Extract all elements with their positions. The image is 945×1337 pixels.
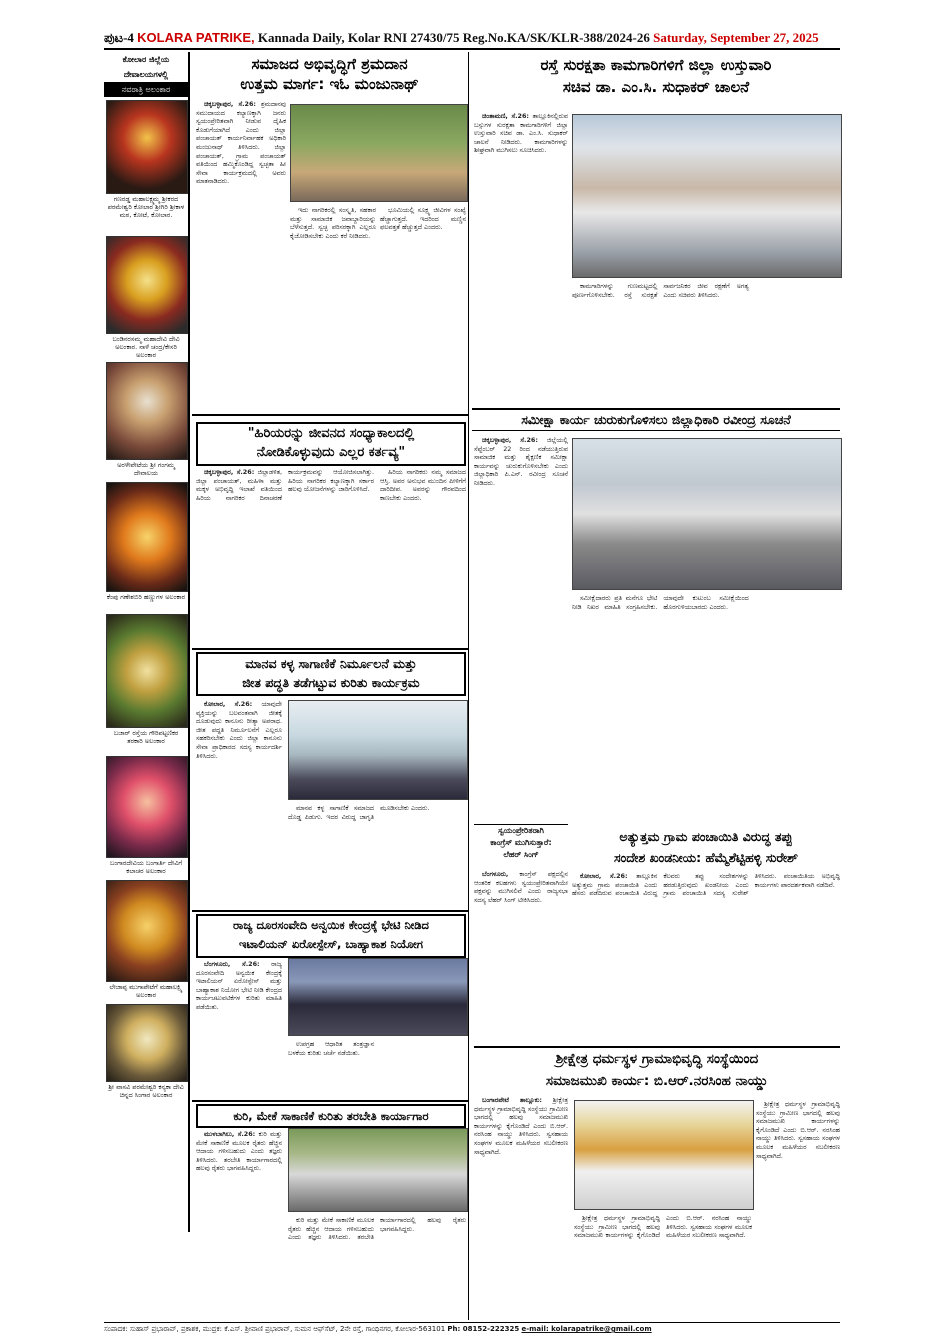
kicker-line: ಲೆಹರ್ ಸಿಂಗ್	[503, 850, 539, 859]
deity-photo	[106, 756, 188, 858]
article-column	[288, 1040, 466, 1100]
section-divider	[192, 648, 468, 650]
article-text: ರಾಜ್ಯ ದೂರಸಂವೇದಿ ಅನ್ವಯಿಕ ಕೇಂದ್ರಕ್ಕೆ ಇಟಾಲಿಯನ್ ಏರೋಸ್ಪೇಸ್ ಮತ್ತು ಬಾಹ್ಯಾಕಾಶ ನಿಯೋಗ ಭೇಟಿ ನೀಡಿ ಕೇಂದ್ರದ ಕಾರ್ಯಚಟುವಟಿಕೆಗಳ ಕುರಿತು ಮಾಹಿತಿ ಪಡೆಯಿತು.	[196, 960, 282, 1011]
article-column	[474, 1096, 568, 1318]
deity-photo	[106, 880, 188, 982]
article-text: ಜಿಲ್ಲಾಡಳಿತ, ಜಿಲ್ಲಾ ಪಂಚಾಯತ್, ಮಹಿಳಾ ಮತ್ತು ಮಕ್ಕಳ ಅಭಿವೃದ್ಧಿ ಇಲಾಖೆ ವತಿಯಿಂದ ಹಿರಿಯ ನಾಗರಿಕರ ದಿನಾಚರಣೆ ಕಾರ್ಯಕ್ರಮವನ್ನು ಆಯೋಜಿಸಲಾಗಿತ್ತು. ಹಿರಿಯ ನಾಗರಿಕರ ಕಲ್ಯಾಣಕ್ಕಾಗಿ ಸರ್ಕಾರ ಹಲವು ಯೋಜನೆಗಳನ್ನು ಜಾರಿಗೊಳಿಸಿದೆ.	[196, 468, 374, 502]
article-text: ಇದು ನಾಗರಿಕರಲ್ಲಿ ಸಂಸ್ಕೃತಿ, ಸಹಕಾರ ಮತ್ತು ಸಾಮಾಜಿಕ ಜವಾಬ್ದಾರಿಯನ್ನು ಬೆಳೆಸುತ್ತದೆ. ಸ್ವಚ್ಛ ಪರಿಸರಕ್ಕಾಗಿ ಎಲ್ಲರೂ ಕೈಜೋಡಿಸಬೇಕು ಎಂದು ಕರೆ ನೀಡಿದರು.	[290, 206, 376, 240]
article-column	[474, 436, 568, 820]
article-text: ಶ್ರೀಕ್ಷೇತ್ರ ಧರ್ಮಸ್ಥಳ ಗ್ರಾಮಾಭಿವೃದ್ಧಿ ಸಂಸ್ಥೆಯು ಗ್ರಾಮೀಣ ಭಾಗದಲ್ಲಿ ಹಲವು ಸಮಾಜಮುಖಿ ಕಾರ್ಯಗಳನ್ನು ಕೈಗೊಂಡಿದೆ ಎಂದು ಬಿ.ಆರ್. ನರಸಿಂಹ ನಾಯ್ಡು ತಿಳಿಸಿದರು. ಸ್ವಸಹಾಯ ಸಂಘಗಳ ಮೂಲಕ ಮಹಿಳೆಯರ ಸಬಲೀಕರಣ ಸಾಧ್ಯವಾಗಿದೆ.	[474, 1096, 568, 1156]
newspaper-title: KOLARA PATRIKE,	[137, 30, 255, 45]
dateline: ಬೆಂಗಳೂರು, ಸೆ.26:	[204, 960, 260, 968]
article-column	[572, 594, 840, 820]
article-text: ಜಿಲ್ಲೆಯಲ್ಲಿ ಸೆಪ್ಟೆಂಬರ್ 22 ರಿಂದ ನಡೆಯುತ್ತಿರುವ ಸಾಮಾಜಿಕ ಮತ್ತು ಶೈಕ್ಷಣಿಕ ಸಮೀಕ್ಷಾ ಕಾರ್ಯವನ್ನು ಚುರುಕುಗೊಳಿಸಬೇಕು ಎಂದು ಜಿಲ್ಲಾಧಿಕಾರಿ ಪಿ.ಎನ್. ರವೀಂದ್ರ ಸೂಚನೆ ನೀಡಿದರು.	[474, 436, 568, 487]
article-column	[196, 700, 282, 908]
article-column	[288, 1216, 466, 1318]
section-divider	[192, 910, 468, 912]
kicker-line: ಕಾಂಗ್ರೆಸ್ ಮುಗಿಸುತ್ತಾರೆ:	[490, 838, 552, 847]
headline-line: ಜೀತ ಪದ್ಧತಿ ತಡೆಗಟ್ಟುವ ಕುರಿತು ಕಾರ್ಯಕ್ರಮ	[242, 675, 420, 690]
headline-road-safety	[472, 54, 840, 98]
news-photo	[288, 700, 468, 800]
deity-caption: ಬಜಾರ್ ರಸ್ತೆಯ ಗೌರಿಪಟ್ಟಣಿಕರ ತರಕಾರಿ ಅಲಂಕಾರ	[113, 729, 179, 745]
news-photo	[288, 958, 468, 1036]
article-text: ತಾಲ್ಲೂಕಿನ ಅತ್ಯುತ್ತಮ ಗ್ರಾಮ ಪಂಚಾಯಿತಿ ಎಂದು ಹೆಸರು ಪಡೆದಿರುವ ಪಂಚಾಯಿತಿ ವಿರುದ್ಧ ಕೆಲವರು ತಪ್ಪು ಸಂದೇಶಗಳನ್ನು ಹರಡುತ್ತಿರುವುದು ಖಂಡನೀಯ ಎಂದು ಗ್ರಾಮ ಪಂಚಾಯಿತಿ ಸದಸ್ಯ ಸುರೇಶ್ ತಿಳಿಸಿದರು. ಪಂಚಾಯಿತಿಯ ಅಭಿವೃದ್ಧಿ ಕಾರ್ಯಗಳು ಪಾರದರ್ಶಕವಾಗಿ ನಡೆದಿವೆ.	[572, 872, 840, 898]
newspaper-info: Kannada Daily, Kolar RNI 27430/75 Reg.No.KA/SK/KLR-388/2024-26	[257, 30, 650, 45]
news-photo	[572, 114, 842, 278]
kicker-line: ಸ್ವಯಂಪ್ರೇರಿತರಾಗಿ	[498, 826, 544, 835]
deity-caption: ಬಂಡಿನರಸಮ್ಮ ಮಹಾದೇವಿ ದೇವಿ ಅಲಂಕಾರ. ನಾಳೆ ಚಂದ್ರ/ಕೇಸರಿ ಅಲಂಕಾರ	[112, 335, 180, 359]
dateline: ಮುಳಬಾಗಿಲು, ಸೆ.26:	[204, 1130, 256, 1138]
footer	[104, 1322, 840, 1335]
deity-photo	[106, 236, 188, 334]
dateline: ಚಿಕ್ಕಬಳ್ಳಾಪುರ, ಸೆ.26:	[204, 100, 256, 108]
headline-line: ಇಟಾಲಿಯನ್ ಏರೋಸ್ಪೇಸ್, ಬಾಹ್ಯಾಕಾಶ ನಿಯೋಗ	[239, 937, 423, 951]
sidebar-heading-2: ದೇವಾಲಯಗಳಲ್ಲಿ	[104, 67, 188, 82]
article-text: ಶ್ರೀಕ್ಷೇತ್ರ ಧರ್ಮಸ್ಥಳ ಗ್ರಾಮಾಭಿವೃದ್ಧಿ ಸಂಸ್ಥೆಯು ಗ್ರಾಮೀಣ ಭಾಗದಲ್ಲಿ ಹಲವು ಸಮಾಜಮುಖಿ ಕಾರ್ಯಗಳನ್ನು ಕೈಗೊಂಡಿದೆ ಎಂದು ಬಿ.ಆರ್. ನರಸಿಂಹ ನಾಯ್ಡು ತಿಳಿಸಿದರು. ಸ್ವಸಹಾಯ ಸಂಘಗಳ ಮೂಲಕ ಮಹಿಳೆಯರ ಸಬಲೀಕರಣ ಸಾಧ್ಯವಾಗಿದೆ.	[756, 1100, 840, 1160]
section-divider	[192, 1100, 468, 1102]
article-column	[288, 804, 466, 908]
headline-line: ನೋಡಿಕೊಳ್ಳುವುದು ಎಲ್ಲರ ಕರ್ತವ್ಯ"	[256, 445, 406, 460]
dateline: ಬಂಗಾರಪೇಟೆ ತಾಲ್ಲೂಕು:	[482, 1096, 542, 1104]
news-photo	[288, 1128, 468, 1212]
deity-caption: ಅರಳೇಪೇಟೆಯ ಶ್ರೀ ಗಂಗಮ್ಮ ದೇವಾಲಯ	[117, 461, 175, 477]
article-text: ಕುರಿ ಮತ್ತು ಮೇಕೆ ಸಾಕಾಣಿಕೆ ಮೂಲಕ ರೈತರು ಹೆಚ್ಚಿನ ಆದಾಯ ಗಳಿಸಬಹುದು ಎಂದು ತಜ್ಞರು ತಿಳಿಸಿದರು. ತರಬೇತಿ ಕಾರ್ಯಾಗಾರದಲ್ಲಿ ಹಲವು ರೈತರು ಭಾಗವಹಿಸಿದ್ದರು.	[288, 1216, 466, 1242]
article-text: ಶ್ರಮದಾನವು ಸಮುದಾಯದ ಕಲ್ಯಾಣಕ್ಕಾಗಿ ಜನರು ಸ್ವಯಂಪ್ರೇರಿತವಾಗಿ ನೀಡುವ ದೈಹಿಕ ಕೊಡುಗೆಯಾಗಿದೆ ಎಂದು ಜಿಲ್ಲಾ ಪಂಚಾಯತ್ ಕಾರ್ಯನಿರ್ವಾಹಕ ಅಧಿಕಾರಿ ಮಂಜುನಾಥ್ ತಿಳಿಸಿದರು. ಜಿಲ್ಲಾ ಪಂಚಾಯತ್, ಗ್ರಾಮ ಪಂಚಾಯತ್ ವತಿಯಿಂದ ಹಮ್ಮಿಕೊಂಡಿದ್ದ ಸ್ವಚ್ಛತಾ ಹೀ ಸೇವಾ ಕಾರ್ಯಕ್ರಮದಲ್ಲಿ ಅವರು ಮಾತನಾಡಿದರು.	[196, 100, 286, 186]
deity-photo	[106, 362, 188, 460]
article-text: ಮಾನವ ಕಳ್ಳ ಸಾಗಾಣಿಕೆ ಸಮಾಜದ ದೊಡ್ಡ ಪಿಡುಗು. ಇದರ ವಿರುದ್ಧ ಜಾಗೃತಿ ಮೂಡಿಸಬೇಕು ಎಂದರು.	[288, 804, 430, 821]
headline-panchayat	[572, 826, 840, 868]
article-text: ಯಾವುದೇ ವ್ಯಕ್ತಿಯನ್ನು ಬಲವಂತವಾಗಿ ಜೀತಕ್ಕೆ ದೂಡುವುದು ಕಾನೂನು ರೀತ್ಯಾ ಅಪರಾಧ. ಜೀತ ಪದ್ಧತಿ ನಿರ್ಮೂಲನೆಗೆ ಎಲ್ಲರೂ ಸಹಕರಿಸಬೇಕು ಎಂದು ಜಿಲ್ಲಾ ಕಾನೂನು ಸೇವಾ ಪ್ರಾಧಿಕಾರದ ಸದಸ್ಯ ಕಾರ್ಯದರ್ಶಿ ತಿಳಿಸಿದರು.	[196, 700, 282, 760]
headline-elderly-care	[196, 422, 466, 466]
headline-line: ಅತ್ಯುತ್ತಮ ಗ್ರಾಮ ಪಂಚಾಯಿತಿ ವಿರುದ್ಧ ತಪ್ಪು	[619, 829, 793, 844]
article-column	[380, 206, 466, 396]
headline-sheep-training: ಕುರಿ, ಮೇಕೆ ಸಾಕಾಣಿಕೆ ಕುರಿತು ತರಬೇತಿ ಕಾರ್ಯಾಗಾರ	[196, 1104, 466, 1128]
headline-line: ಸಮಾಜದ ಅಭಿವೃದ್ಧಿಗೆ ಶ್ರಮದಾನ	[251, 55, 408, 73]
article-text: ಭೂಮಿಯಲ್ಲಿ ಸೂಕ್ಷ್ಮ ಜೀವಿಗಳ ಸಂಖ್ಯೆ ಹೆಚ್ಚಾಗುತ್ತದೆ. ಇದರಿಂದ ಮಣ್ಣಿನ ಫಲವತ್ತತೆ ಹೆಚ್ಚುತ್ತದೆ ಎಂದರು.	[380, 206, 466, 232]
article-text: ಉಪಗ್ರಹ ಆಧಾರಿತ ತಂತ್ರಜ್ಞಾನ ಬಳಕೆಯ ಕುರಿತು ಚರ್ಚೆ ನಡೆಯಿತು.	[288, 1040, 374, 1057]
headline-line: ಮಾನವ ಕಳ್ಳ ಸಾಗಾಣಿಕೆ ನಿರ್ಮೂಲನೆ ಮತ್ತು	[245, 656, 417, 671]
kicker-box	[474, 824, 568, 869]
deity-caption: ಲೇಜಾಪ್ಪ ಮುಗಾಪೇಟೆಗೆ ಮಹಾಲಕ್ಷ್ಮಿ ಅಲಂಕಾರ	[109, 983, 183, 999]
article-column	[756, 1100, 840, 1318]
article-column	[572, 282, 840, 404]
article-column	[290, 206, 376, 396]
deity-photo	[106, 100, 188, 194]
article-column	[196, 960, 282, 1100]
sidebar	[104, 52, 190, 1232]
headline-trafficking	[196, 652, 466, 696]
headline-line: ಸಂದೇಶ ಖಂಡನೀಯ: ಹೆಮ್ಮೆಶೆಟ್ಟಿಹಳ್ಳಿ ಸುರೇಶ್	[614, 850, 798, 865]
dateline: ಬೆಂಗಳೂರು,	[482, 870, 509, 878]
headline-line: ರಾಜ್ಯ ದೂರಸಂವೇದಿ ಅನ್ವಯಿಕ ಕೇಂದ್ರಕ್ಕೆ ಭೇಟಿ ನೀಡಿದ	[233, 918, 429, 932]
deity-caption: ಗಣರಡ್ಡ ಮಹಾಲಕ್ಷ್ಮಮ್ಮ ಶ್ರೀಕರದ ಪರಮೇಶ್ವರಿ ಕೋಲಾರ ಶ್ರೀಗಿರಿ ಶ್ರೀಕಾಳ ಮಠ, ಕೋಟೆ, ಕೋಲಾರ.	[107, 195, 185, 219]
headline-line: ಶ್ರೀಕ್ಷೇತ್ರ ಧರ್ಮಸ್ಥಳ ಗ್ರಾಮಾಭಿವೃದ್ಧಿ ಸಂಸ್ಥೆಯಿಂದ	[555, 1051, 759, 1067]
article-text: ಸಮೀಕ್ಷೆದಾರರು ಪ್ರತಿ ಮನೆಗೂ ಭೇಟಿ ನೀಡಿ ನಿಖರ ಮಾಹಿತಿ ಸಂಗ್ರಹಿಸಬೇಕು. ಯಾವುದೇ ಕುಟುಂಬ ಸಮೀಕ್ಷೆಯಿಂದ ಹೊರಗುಳಿಯಬಾರದು ಎಂದರು.	[572, 594, 749, 611]
article-column	[196, 1130, 282, 1318]
dateline: ಚಿಕ್ಕಬಳ್ಳಾಪುರ, ಸೆ.26:	[482, 436, 538, 444]
article-column	[572, 872, 840, 1040]
headline-line: ರಸ್ತೆ ಸುರಕ್ಷತಾ ಕಾಮಗಾರಿಗಳಿಗೆ ಜಿಲ್ಲಾ ಉಸ್ತುವಾರಿ	[540, 56, 772, 74]
sidebar-heading-1: ಕೋಲಾರ ಜಿಲ್ಲೆಯ	[104, 52, 188, 67]
headline-line: ಉತ್ತಮ ಮಾರ್ಗ: ಇಓ ಮಂಜುನಾಥ್	[240, 75, 419, 93]
dateline: ಚಿಂತಾಮಣಿ, ಸೆ.26:	[482, 112, 529, 120]
article-column	[196, 468, 466, 646]
article-column	[474, 112, 568, 404]
phone-number: Ph: 08152-222325	[447, 1325, 520, 1333]
headline-line: ಸಮಾಜಮುಖಿ ಕಾರ್ಯ: ಬಿ.ಆರ್.ನರಸಿಂಹ ನಾಯ್ಡು	[545, 1073, 769, 1089]
issue-date: Saturday, September 27, 2025	[653, 30, 819, 45]
headline-dharmasthala	[474, 1046, 840, 1092]
deity-caption: ಬಂಗಾರದೇವಿಯ ಬಂಗಾರ್ತಿ ದೇವಿಗೆ ಕಲಾಚರ ಅಲಂಕಾರ	[109, 859, 183, 875]
deity-photo	[106, 1004, 188, 1082]
deity-photo	[106, 614, 188, 728]
article-text: ಕಾಂಗ್ರೆಸ್ ಪಕ್ಷದಲ್ಲಿನ ಆಂತರಿಕ ಕಲಹಗಳು ಸ್ವಯಂಪ್ರೇರಿತವಾಗಿಯೇ ಪಕ್ಷವನ್ನು ಮುಗಿಸಲಿವೆ ಎಂದು ರಾಜ್ಯಸಭಾ ಸದಸ್ಯ ಲೆಹರ್ ಸಿಂಗ್ ಟೀಕಿಸಿದರು.	[474, 870, 568, 904]
headline-line: ಸಚಿವ ಡಾ. ಎಂ.ಸಿ. ಸುಧಾಕರ್ ಚಾಲನೆ	[562, 78, 750, 96]
deity-caption: ಕೆಂಪು ಗಣೇಶಬಿರಿ ಹಣ್ಣುಗಳ ಅಲಂಕಾರ	[106, 593, 186, 601]
article-text: ಕುರಿ ಮತ್ತು ಮೇಕೆ ಸಾಕಾಣಿಕೆ ಮೂಲಕ ರೈತರು ಹೆಚ್ಚಿನ ಆದಾಯ ಗಳಿಸಬಹುದು ಎಂದು ತಜ್ಞರು ತಿಳಿಸಿದರು. ತರಬೇತಿ ಕಾರ್ಯಾಗಾರದಲ್ಲಿ ಹಲವು ರೈತರು ಭಾಗವಹಿಸಿದ್ದರು.	[196, 1130, 282, 1173]
masthead	[104, 28, 840, 50]
article-column	[474, 870, 568, 1042]
section-divider	[192, 414, 468, 416]
article-text: ಹಿರಿಯ ನಾಗರಿಕರು ನಮ್ಮ ಸಮಾಜದ ಆಸ್ತಿ. ಅವರ ಅನುಭವ ಮುಂದಿನ ಪೀಳಿಗೆಗೆ ದಾರಿದೀಪ. ಅವರನ್ನು ಗೌರವದಿಂದ ಕಾಣಬೇಕು ಎಂದರು.	[380, 468, 466, 502]
article-text: ಕಾಮಗಾರಿಗಳನ್ನು ಗುಣಮಟ್ಟದಲ್ಲಿ ಪೂರ್ಣಗೊಳಿಸಬೇಕು. ರಸ್ತೆ ಸುರಕ್ಷತೆ ಸಾರ್ವಜನಿಕರ ಜೀವ ರಕ್ಷಣೆಗೆ ಅಗತ್ಯ ಎಂದು ಸಚಿವರು ತಿಳಿಸಿದರು.	[572, 282, 749, 299]
article-text: ಶ್ರೀಕ್ಷೇತ್ರ ಧರ್ಮಸ್ಥಳ ಗ್ರಾಮಾಭಿವೃದ್ಧಿ ಸಂಸ್ಥೆಯು ಗ್ರಾಮೀಣ ಭಾಗದಲ್ಲಿ ಹಲವು ಸಮಾಜಮುಖಿ ಕಾರ್ಯಗಳನ್ನು ಕೈಗೊಂಡಿದೆ ಎಂದು ಬಿ.ಆರ್. ನರಸಿಂಹ ನಾಯ್ಡು ತಿಳಿಸಿದರು. ಸ್ವಸಹಾಯ ಸಂಘಗಳ ಮೂಲಕ ಮಹಿಳೆಯರ ಸಬಲೀಕರಣ ಸಾಧ್ಯವಾಗಿದೆ.	[574, 1214, 752, 1240]
headline-line: "ಹಿರಿಯರನ್ನು ಜೀವನದ ಸಂಧ್ಯಾಕಾಲದಲ್ಲಿ	[247, 426, 415, 441]
headline-space-delegation	[196, 914, 466, 958]
news-photo	[572, 438, 842, 590]
page-number: ಪುಟ-4	[104, 30, 134, 45]
news-photo	[574, 1100, 754, 1210]
dateline: ಕೋಲಾರ, ಸೆ.26:	[580, 872, 628, 880]
sidebar-heading-3: ನವರಾತ್ರಿ ಅಲಂಕಾರ	[104, 82, 188, 97]
deity-photo	[106, 482, 188, 592]
column-divider	[468, 52, 469, 1320]
article-column	[196, 100, 286, 400]
publisher-line: ಸಂಪಾದಕ: ಸುಹಾಸ್ ಪ್ರಭಾರಾವ್, ಪ್ರಕಾಶಕ, ಮುದ್ರಕ: ಕೆ.ಎಸ್. ಶ್ರೀವಾಣಿ ಪ್ರಭಾರಾವ್, ಸುಮನ ಆಫ್‌ಸೆಟ್, 2ನೇ ರಸ್ತೆ, ಗಾಂಧಿನಗರ, ಕೋಲಾರ-563101	[104, 1325, 446, 1333]
article-text: ತಾಲ್ಲೂಕಿನಲ್ಲಿರುವ ಬಸ್ಸುಗಳ ಸುರಕ್ಷತಾ ಕಾಮಗಾರಿಗಳಿಗೆ ಜಿಲ್ಲಾ ಉಸ್ತುವಾರಿ ಸಚಿವ ಡಾ. ಎಂ.ಸಿ. ಸುಧಾಕರ್ ಚಾಲನೆ ನೀಡಿದರು. ಕಾಮಗಾರಿಗಳನ್ನು ಶೀಘ್ರವಾಗಿ ಮುಗಿಸಲು ಸೂಚಿಸಿದರು.	[474, 112, 568, 155]
deity-caption: ಶ್ರೀ ವಾಸವಿ ಪರಮೇಶ್ವರಿ ಕನ್ಯಕಾ ದೇವಿ ಚಿನ್ನದ ಸಿಂಗಾರ ಅಲಂಕಾರ	[108, 1083, 184, 1099]
headline-survey: ಸಮೀಕ್ಷಾ ಕಾರ್ಯ ಚುರುಕುಗೊಳಿಸಲು ಜಿಲ್ಲಾಧಿಕಾರಿ ರವೀಂದ್ರ ಸೂಚನೆ	[472, 408, 840, 431]
dateline: ಕೋಲಾರ, ಸೆ.26:	[204, 700, 253, 708]
headline-shramadana	[192, 54, 467, 94]
article-column	[574, 1214, 752, 1318]
dateline: ಚಿಕ್ಕಬಳ್ಳಾಪುರ, ಸೆ.26:	[204, 468, 255, 476]
email-address: e-mail: kolarapatrike@gmail.com	[521, 1325, 652, 1333]
news-photo	[290, 104, 468, 202]
